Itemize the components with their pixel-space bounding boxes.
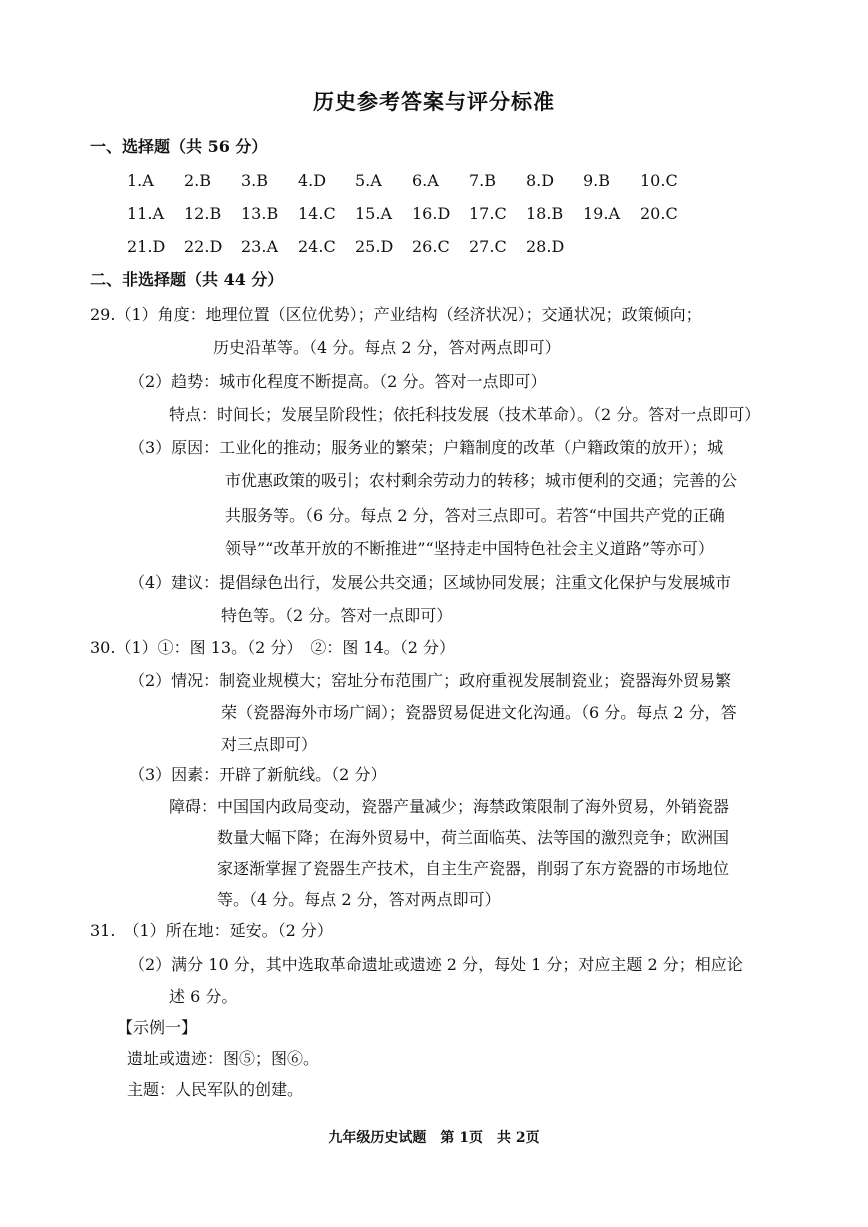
q30-line-8: 家逐渐掌握了瓷器生产技术，自主生产瓷器，削弱了东方瓷器的市场地位: [217, 859, 730, 878]
q29-line-10: 特色等。（2 分。答对一点即可）: [221, 606, 453, 625]
mc-row-1: [127, 171, 697, 191]
q30-line-9: 等。（4 分。每点 2 分，答对两点即可）: [217, 890, 501, 909]
mc-answer: 1.A: [127, 171, 154, 190]
q31-line-1: 31. （1）所在地：延安。（2 分）: [90, 921, 333, 940]
mc-answer: 8.D: [526, 171, 555, 190]
mc-answer: 27.C: [469, 237, 507, 256]
q29-line-5: （3）原因：工业化的推动；服务业的繁荣；户籍制度的改革（户籍政策的放开）；城: [129, 438, 724, 457]
q30-line-1: 30.（1）①：图 13。（2 分） ②：图 14。（2 分）: [90, 638, 456, 657]
q29-line-6: 市优惠政策的吸引；农村剩余劳动力的转移；城市便利的交通；完善的公: [225, 471, 738, 490]
q30-line-5: （3）因素：开辟了新航线。（2 分）: [129, 765, 387, 784]
mc-answer: 23.A: [241, 237, 278, 256]
mc-answer: 24.C: [298, 237, 336, 256]
q30-line-6: 障碍：中国国内政局变动，瓷器产量减少；海禁政策限制了海外贸易，外销瓷器: [169, 797, 730, 816]
mc-answer: 21.D: [127, 237, 166, 256]
q29-line-8: 领导”“改革开放的不断推进”“坚持走中国特色社会主义道路”等亦可）: [225, 539, 714, 558]
q30-line-3: 荣（瓷器海外市场广阔）；瓷器贸易促进文化沟通。（6 分。每点 2 分，答: [221, 703, 737, 722]
mc-answer: 3.B: [241, 171, 269, 190]
mc-answer: 14.C: [298, 204, 336, 223]
mc-answer: 12.B: [184, 204, 222, 223]
mc-answer: 13.B: [241, 204, 279, 223]
q29-line-7: 共服务等。（6 分。每点 2 分，答对三点即可。若答“中国共产党的正确: [225, 506, 725, 525]
mc-answer: 20.C: [640, 204, 678, 223]
mc-answer: 25.D: [355, 237, 394, 256]
mc-answer: 5.A: [355, 171, 382, 190]
mc-answer: 15.A: [355, 204, 392, 223]
mc-answer: 17.C: [469, 204, 507, 223]
q31-line-3: 述 6 分。: [169, 987, 238, 1006]
q30-line-7: 数量大幅下降；在海外贸易中，荷兰面临英、法等国的激烈竞争；欧洲国: [217, 828, 730, 847]
page-title: 历史参考答案与评分标准: [313, 89, 555, 114]
q31-line-5: 遗址或遗迹：图⑤；图⑥。: [127, 1049, 320, 1068]
mc-answer: 16.D: [412, 204, 451, 223]
q29-line-9: （4）建议：提倡绿色出行，发展公共交通；区域协同发展；注重文化保护与发展城市: [129, 573, 732, 592]
page-footer: 九年级历史试题 第 1页 共 2页: [328, 1130, 540, 1146]
q31-example-heading: 【示例一】: [117, 1018, 198, 1037]
q30-line-2: （2）情况：制瓷业规模大；窑址分布范围广；政府重视发展制瓷业；瓷器海外贸易繁: [129, 671, 732, 690]
mc-answer: 10.C: [640, 171, 678, 190]
mc-answer: 7.B: [469, 171, 497, 190]
mc-answer: 11.A: [127, 204, 164, 223]
q31-line-2: （2）满分 10 分，其中选取革命遗址或遗迹 2 分，每处 1 分；对应主题 2 分；相应论: [129, 955, 743, 974]
mc-row-2: [127, 204, 697, 224]
mc-answer: 19.A: [583, 204, 620, 223]
mc-row-3: [127, 237, 583, 257]
q30-line-4: 对三点即可）: [221, 735, 318, 754]
mc-answer: 6.A: [412, 171, 439, 190]
mc-answer: 9.B: [583, 171, 611, 190]
q29-line-4: 特点：时间长；发展呈阶段性；依托科技发展（技术革命）。（2 分。答对一点即可）: [169, 405, 761, 424]
mc-answer: 26.C: [412, 237, 450, 256]
section-1-heading: 一、选择题（共 56 分）: [90, 137, 268, 156]
mc-answer: 28.D: [526, 237, 565, 256]
q29-line-2: 历史沿革等。（4 分。每点 2 分，答对两点即可）: [213, 338, 561, 357]
q31-line-6: 主题：人民军队的创建。: [127, 1080, 304, 1099]
mc-answer: 2.B: [184, 171, 212, 190]
section-2-heading: 二、非选择题（共 44 分）: [90, 270, 284, 289]
mc-answer: 22.D: [184, 237, 223, 256]
q29-line-3: （2）趋势：城市化程度不断提高。（2 分。答对一点即可）: [129, 372, 547, 391]
q29-line-1: 29.（1）角度：地理位置（区位优势）；产业结构（经济状况）；交通状况；政策倾向；: [90, 305, 702, 324]
mc-answer: 18.B: [526, 204, 564, 223]
mc-answer: 4.D: [298, 171, 327, 190]
